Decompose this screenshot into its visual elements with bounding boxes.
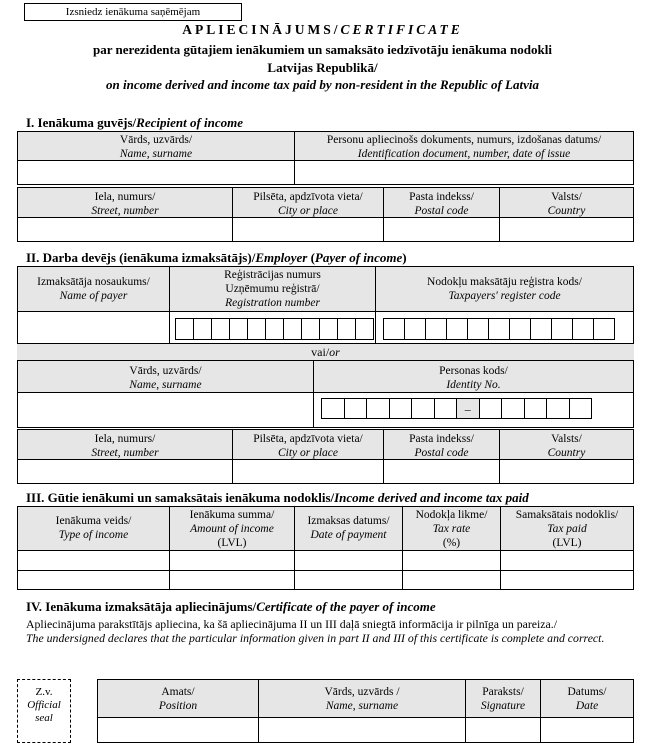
tax-digit-box-8[interactable] [530,318,552,340]
identity-digit-box-4[interactable] [389,398,413,419]
payer-city-header: Pilsēta, apdzīvota vieta/ City or place [253,433,363,459]
tax-digit-box-9[interactable] [551,318,573,340]
reg-digit-box-6[interactable] [265,318,284,340]
or-separator: vai/or [17,344,634,360]
payer-postal-field[interactable] [384,460,499,483]
section-1-title-en: Recipient of income [136,115,244,130]
declaration-en: The undersigned declares that the particular information given in part II and III of this certificate is complete and correct. [26,631,605,645]
income-row-2[interactable] [18,571,633,589]
recipient-street-header: Iela, numurs/ Street, number [91,191,159,217]
title-lv: APLIECINĀJUMS/ [182,22,341,37]
payer-name-header: Izmaksātāja nosaukums/ Name of payer [37,276,150,302]
tax-digit-box-3[interactable] [425,318,447,340]
tax-rate-header: Nodokļa likme/ Tax rate (%) [415,509,488,549]
payer-person-name-header: Vārds, uzvārds/ Name, surname [129,365,202,391]
payer-person-name-field[interactable] [18,393,313,427]
signature-field[interactable] [466,718,540,742]
payer-country-header: Valsts/ Country [547,433,586,459]
position-field[interactable] [98,718,258,742]
payment-date-header: Izmaksas datums/ Date of payment [307,515,390,541]
recipient-postal-header: Pasta indekss/ Postal code [409,191,474,217]
recipient-city-field[interactable] [233,218,383,241]
section-4-title: IV. Ienākuma izmaksātāja apliecinājums/Certificate of the payer of income [26,599,436,614]
section-3-title: III. Gūtie ienākumi un samaksātais ienākuma nodoklis/Income derived and income tax paid [26,490,529,505]
reg-digit-box-7[interactable] [283,318,302,340]
income-row-1[interactable] [18,551,633,570]
identity-digit-box-8[interactable] [479,398,503,419]
tax-digit-box-10[interactable] [572,318,594,340]
identity-digit-box-6[interactable] [434,398,458,419]
payer-postal-header: Pasta indekss/ Postal code [409,433,474,459]
payer-address-table [17,429,634,484]
identity-digit-box-2[interactable] [344,398,368,419]
declaration-text [26,617,626,645]
reg-digit-box-9[interactable] [319,318,338,340]
income-table [17,506,634,590]
tax-digit-box-4[interactable] [446,318,468,340]
recipient-name-header: Vārds, uzvārds/ Name, surname [119,134,193,160]
identity-digit-box-12[interactable] [569,398,593,419]
payer-city-field[interactable] [233,460,383,483]
reg-digit-box-1[interactable] [175,318,194,340]
signature-table [97,679,634,743]
reg-digit-box-2[interactable] [193,318,212,340]
identity-digit-box-5[interactable] [411,398,435,419]
tax-digit-box-5[interactable] [467,318,489,340]
title-en: CERTIFICATE [340,22,463,37]
payer-street-header: Iela, numurs/ Street, number [91,433,159,459]
payer-street-field[interactable] [18,460,232,483]
official-seal-box: Z.v. Official seal [17,679,71,743]
identity-dash-separator: – [456,398,480,419]
identity-digit-box-11[interactable] [546,398,570,419]
tax-digit-box-11[interactable] [593,318,615,340]
payer-name-field[interactable] [18,312,169,343]
payer-registration-table [17,266,634,344]
identity-digit-box-3[interactable] [366,398,390,419]
section-1-title [26,115,243,131]
identity-digit-box-10[interactable] [524,398,548,419]
signer-name-field[interactable] [259,718,465,742]
recipient-postal-field[interactable] [384,218,499,241]
tax-digit-box-7[interactable] [509,318,531,340]
payer-tax-code-header: Nodokļu maksātāju reģistra kods/ Taxpayers' register code [427,276,582,302]
reg-digit-box-4[interactable] [229,318,248,340]
recipient-name-field[interactable] [18,161,294,184]
declaration-lv: Apliecinājuma parakstītājs apliecina, ka šā apliecinājuma II un III daļā sniegtā informācija ir pilnīga un pareiza./ [26,617,557,631]
recipient-id-doc-header: Personu apliecinošs dokuments, numurs, izdošanas datums/ Identification document, number, date of issue [326,134,602,160]
recipient-address-table [17,187,634,242]
tax-digit-box-6[interactable] [488,318,510,340]
subtitle-line-2: par nerezidenta gūtajiem ienākumiem un samaksāto iedzīvotāju ienākuma nodokli [93,42,552,57]
income-type-header: Ienākuma veids/ Type of income [55,515,132,541]
subtitle-line-4: on income derived and income tax paid by non-resident in the Republic of Latvia [106,77,539,92]
payer-person-table [17,360,634,428]
reg-digit-box-11[interactable] [355,318,374,340]
reg-digit-box-3[interactable] [211,318,230,340]
income-amount-header: Ienākuma summa/ Amount of income (LVL) [189,509,275,549]
issue-note-box: Izsniedz ienākuma saņēmējam [24,3,242,21]
payer-identity-header: Personas kods/ Identity No. [439,365,508,391]
recipient-country-header: Valsts/ Country [547,191,586,217]
date-field[interactable] [541,718,633,742]
section-2-title: II. Darba devējs (ienākuma izmaksātājs)/Employer (Payer of income) [26,250,407,265]
position-header: Amats/ Position [158,686,198,712]
page-title [0,22,645,38]
payer-country-field[interactable] [500,460,633,483]
signer-name-header: Vārds, uzvārds / Name, surname [324,686,400,712]
recipient-country-field[interactable] [500,218,633,241]
recipient-city-header: Pilsēta, apdzīvota vieta/ City or place [253,191,363,217]
subtitle-line-3: Latvijas Republikā/ [267,60,378,75]
identity-digit-box-9[interactable] [501,398,525,419]
recipient-name-table [17,131,634,185]
tax-digit-box-1[interactable] [383,318,405,340]
tax-paid-header: Samaksātais nodoklis/ Tax paid (LVL) [515,509,619,549]
signature-header: Paraksts/ Signature [480,686,526,712]
tax-digit-box-2[interactable] [404,318,426,340]
reg-digit-box-8[interactable] [301,318,320,340]
recipient-street-field[interactable] [18,218,232,241]
reg-digit-box-5[interactable] [247,318,266,340]
identity-digit-box-1[interactable] [321,398,345,419]
recipient-id-doc-field[interactable] [295,161,633,184]
payer-reg-number-header: Reģistrācijas numurs Uzņēmumu reģistrā/ Registration number [224,269,321,309]
section-1-title-lv: I. Ienākuma guvējs/ [26,115,137,130]
reg-digit-box-10[interactable] [337,318,356,340]
date-header: Datums/ Date [567,686,607,712]
